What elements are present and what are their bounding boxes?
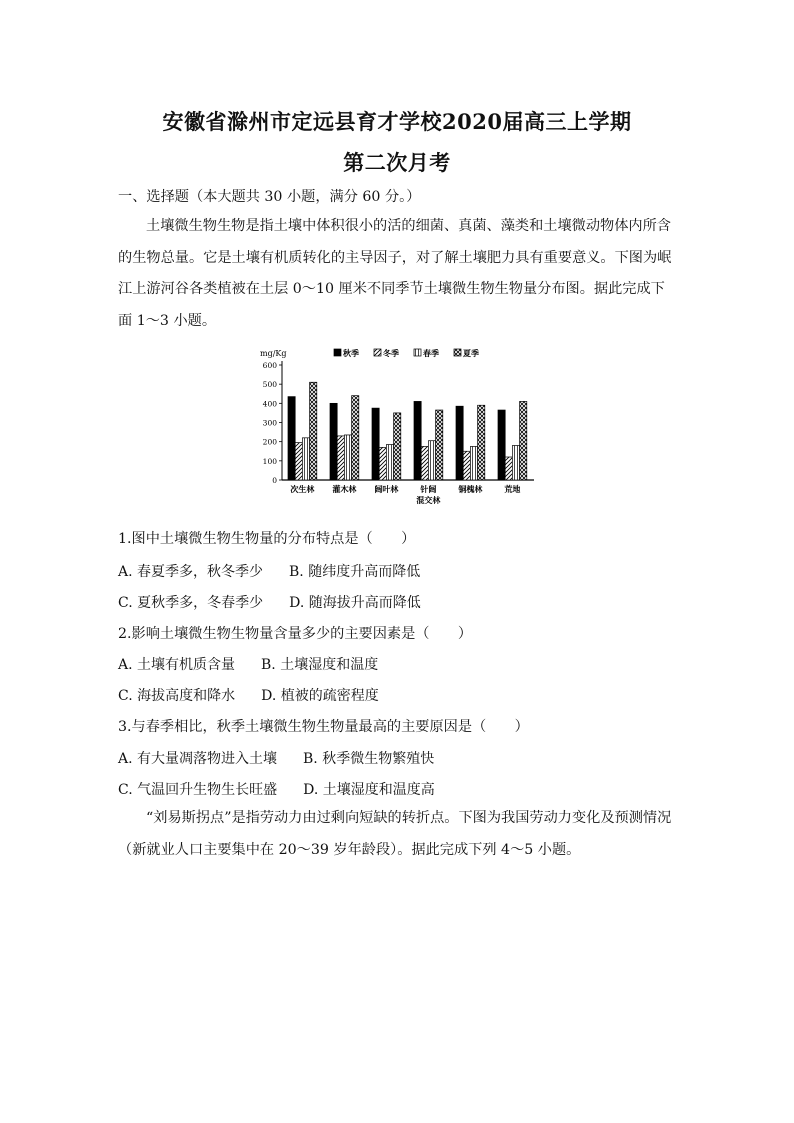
question-1-option-a[interactable]: A. 春夏季多，秋冬季少	[118, 564, 264, 580]
question-2-stem: 2.影响土壤微生物生物量含量多少的主要因素是（ ）	[118, 626, 473, 642]
question-3-options-row2	[118, 779, 435, 799]
bar	[295, 443, 302, 480]
document-title-line2: 第二次月考	[343, 150, 451, 175]
y-tick-label: 100	[262, 456, 277, 466]
bar	[352, 396, 359, 480]
bar	[428, 441, 435, 480]
y-tick-label: 500	[262, 380, 277, 390]
bar	[302, 438, 309, 480]
bar	[520, 401, 527, 480]
x-tick-label: 针阔	[420, 484, 437, 494]
legend-swatch	[374, 349, 381, 356]
bar	[379, 447, 386, 480]
question-2-options-row1	[118, 654, 378, 674]
y-axis-label: mg/Kg	[260, 349, 287, 358]
bar	[394, 413, 401, 480]
y-tick-label: 600	[262, 361, 277, 370]
legend-swatch	[454, 349, 461, 356]
legend-swatch	[334, 349, 341, 356]
x-tick-label: 荒地	[504, 484, 521, 494]
question-2-option-b[interactable]: B. 土壤湿度和温度	[261, 657, 379, 673]
passage-2: “刘易斯拐点”是指劳动力由过剩向短缺的转折点。下图为我国劳动力变化及预测情况（新就业人口主要集中在 20～39 岁年龄段）。据此完成下列 4～5 小题。	[118, 810, 672, 858]
bar	[414, 401, 421, 480]
bar	[310, 382, 317, 480]
y-tick-label: 400	[262, 399, 277, 409]
question-3-options-row1	[118, 748, 434, 768]
question-1-option-b[interactable]: B. 随纬度升高而降低	[289, 564, 421, 580]
microbial-biomass-bar-chart	[258, 344, 538, 514]
bar	[505, 457, 512, 480]
bar	[372, 408, 379, 480]
question-1-options-row1	[118, 561, 420, 581]
passage-1: 土壤微生物生物是指土壤中体积很小的活的细菌、真菌、藻类和土壤微动物体内所含的生物总量。它是土壤有机质转化的主导因子，对了解土壤肥力具有重要意义。下图为岷江上游河谷各类植被在土层 0～10 厘米不同季节土壤微生物生物量分布图。据此完成下面 1～3 小题。	[118, 218, 672, 329]
x-tick-label: 阔叶林	[374, 484, 399, 494]
bar	[421, 446, 428, 480]
legend-label: 春季	[423, 348, 439, 358]
legend-label: 冬季	[383, 348, 399, 358]
bar	[463, 451, 470, 480]
question-2-option-d[interactable]: D. 植被的疏密程度	[261, 688, 379, 704]
bar	[288, 397, 295, 480]
bar	[330, 403, 337, 480]
question-1-option-c[interactable]: C. 夏秋季多，冬春季少	[118, 595, 264, 611]
question-3-option-c[interactable]: C. 气温回升生物生长旺盛	[118, 782, 278, 798]
y-tick-label: 200	[262, 437, 277, 447]
y-tick-label: 0	[272, 476, 277, 485]
x-tick-label: 铜槐林	[458, 484, 483, 494]
bar	[386, 445, 393, 480]
question-1-option-d[interactable]: D. 随海拔升高而降低	[289, 595, 421, 611]
bar	[456, 406, 463, 480]
bar	[498, 410, 505, 480]
legend-label: 秋季	[343, 348, 359, 358]
x-tick-label: 灌木林	[332, 484, 357, 494]
bar	[337, 436, 344, 480]
question-3-option-d[interactable]: D. 土壤湿度和温度高	[303, 782, 435, 798]
question-1-options-row2	[118, 592, 421, 612]
question-3-option-b[interactable]: B. 秋季微生物繁殖快	[303, 751, 435, 767]
question-3-stem: 3.与春季相比，秋季土壤微生物生物量最高的主要原因是（ ）	[118, 719, 529, 735]
bar	[436, 410, 443, 480]
bar	[344, 435, 351, 480]
document-title-line1: 安徽省滁州市定远县育才学校2020届高三上学期	[162, 109, 632, 134]
bar	[478, 405, 485, 480]
legend-label: 夏季	[463, 348, 479, 358]
question-3-option-a[interactable]: A. 有大量凋落物进入土壤	[118, 751, 278, 767]
question-1-stem: 1.图中土壤微生物生物量的分布特点是（ ）	[118, 531, 416, 547]
y-tick-label: 300	[262, 418, 277, 428]
x-tick-label: 混交林	[416, 495, 441, 505]
section-heading: 一、选择题（本大题共 30 小题，满分 60 分。）	[118, 189, 421, 205]
bar	[512, 446, 519, 481]
question-2-option-a[interactable]: A. 土壤有机质含量	[118, 657, 236, 673]
question-2-option-c[interactable]: C. 海拔高度和降水	[118, 688, 236, 704]
question-2-options-row2	[118, 685, 379, 705]
bar	[470, 446, 477, 480]
x-tick-label: 次生林	[290, 484, 315, 494]
legend-swatch	[414, 349, 421, 356]
